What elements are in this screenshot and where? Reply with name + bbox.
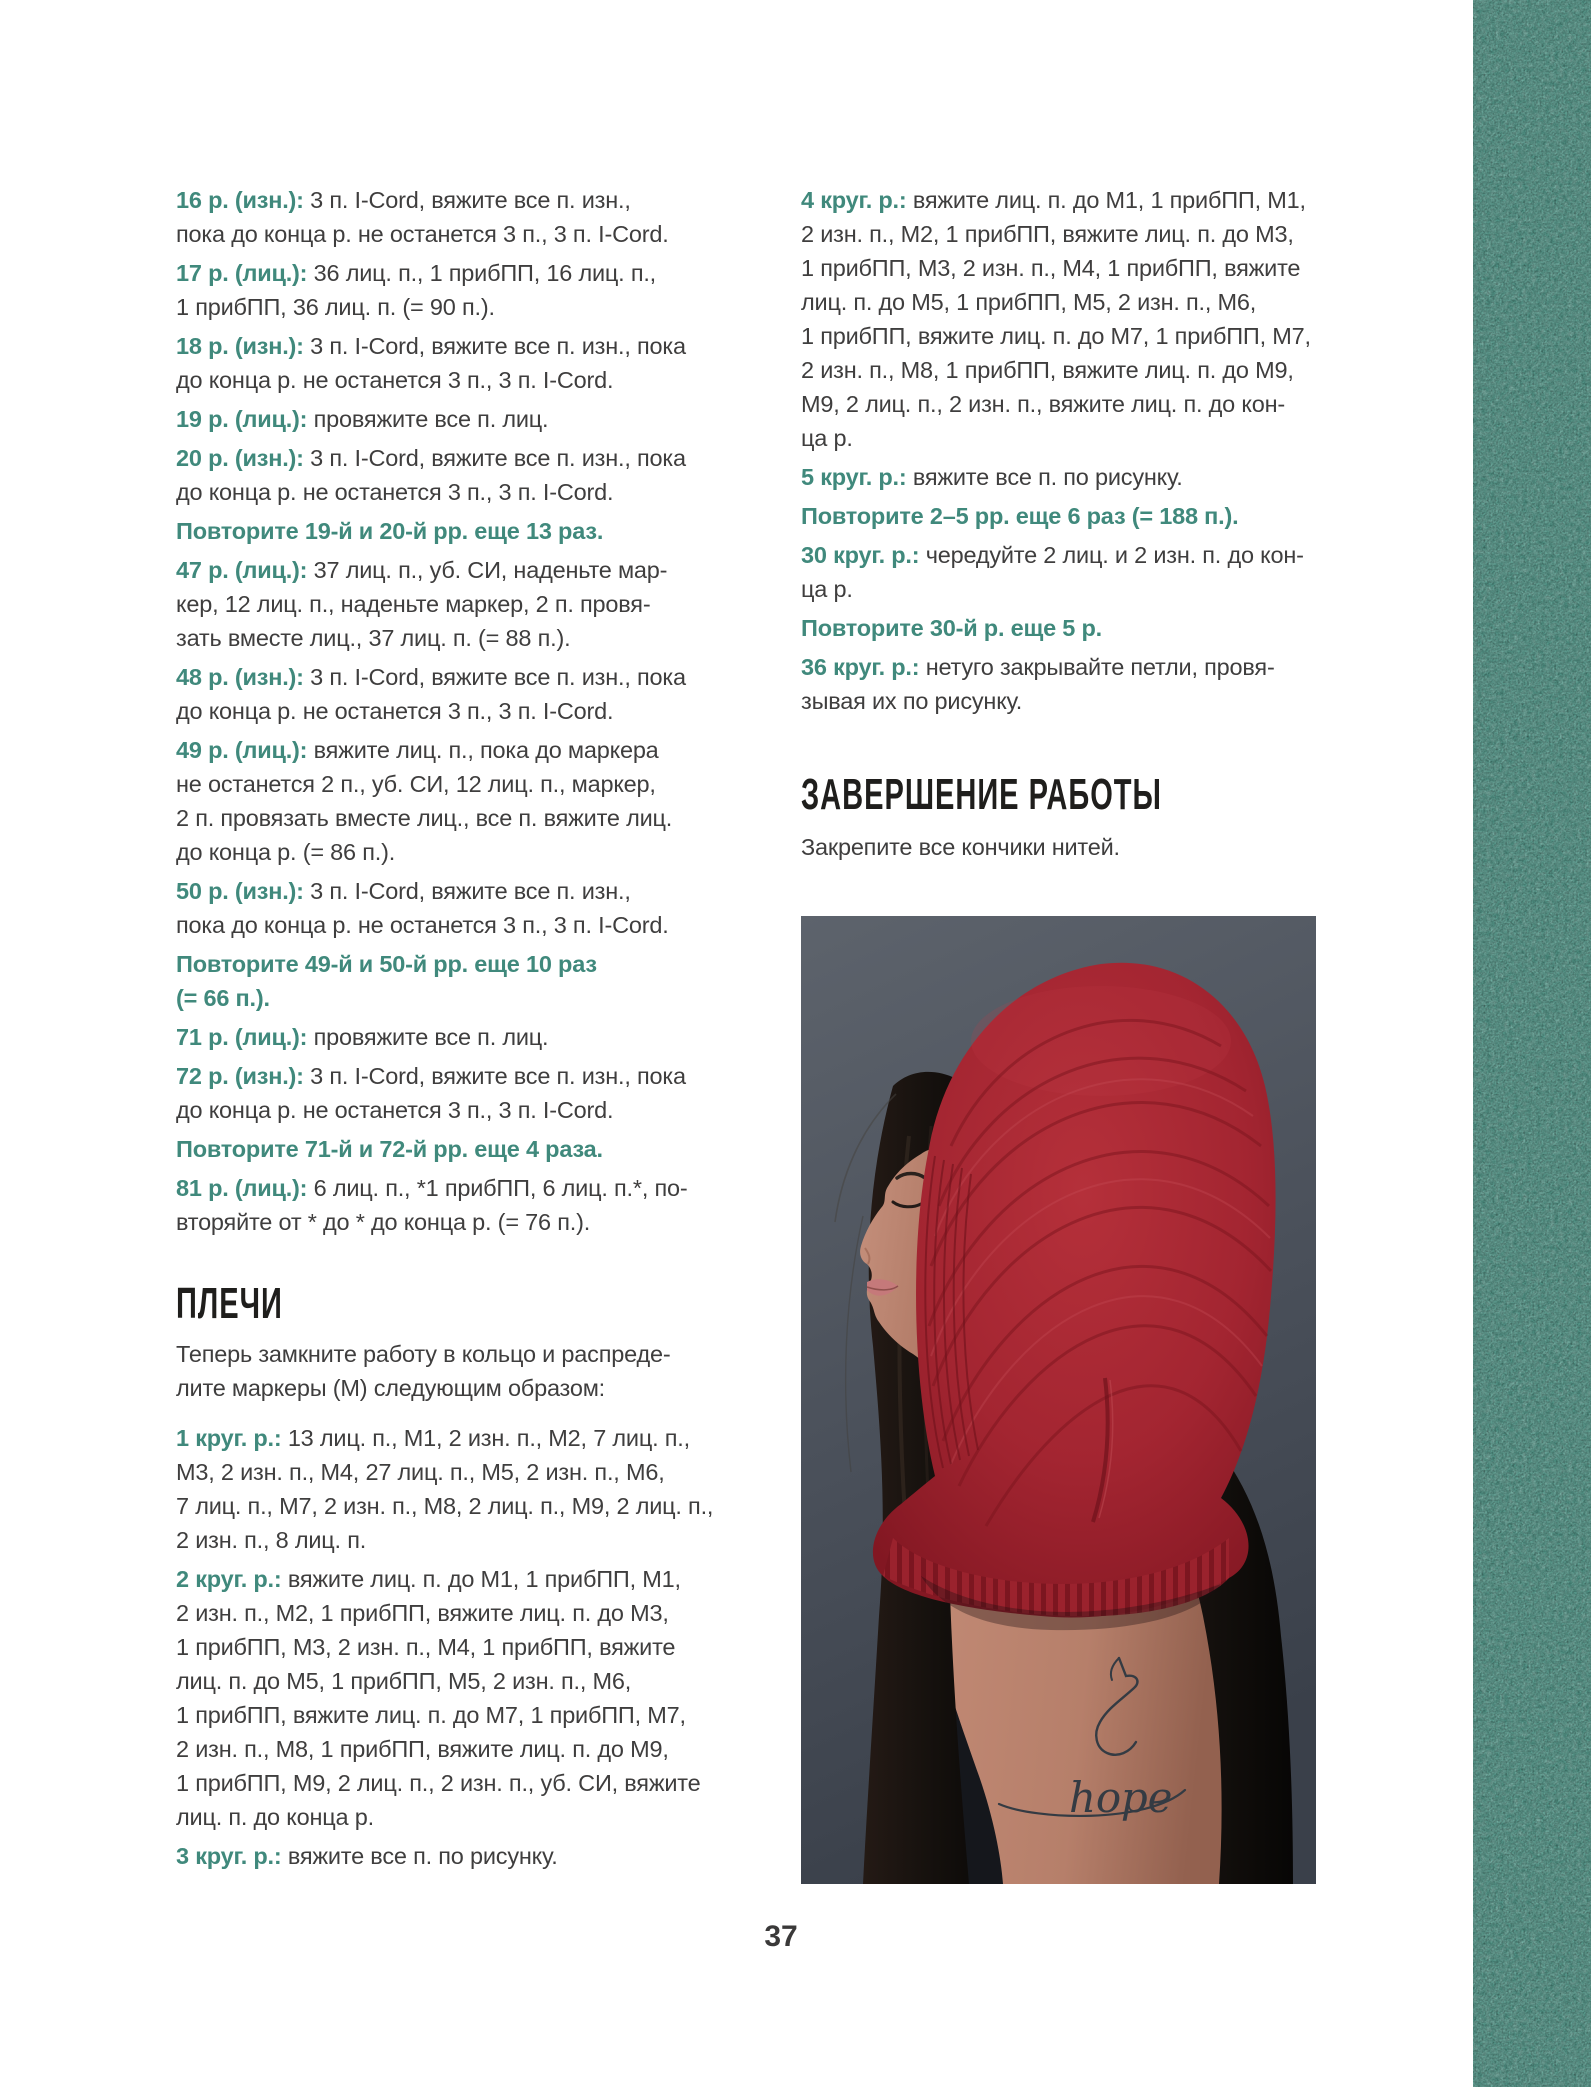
instruction-line: 1 прибПП, вяжите лиц. п. до М7, 1 прибПП, М7,	[801, 323, 1311, 349]
step-label: 30 круг. р.:	[801, 542, 926, 568]
instruction-line: кер, 12 лиц. п., наденьте маркер, 2 п. провя-	[176, 591, 651, 617]
instruction-step	[176, 1171, 736, 1239]
instruction-line: до конца р. не останется 3 п., 3 п. I-Cord.	[176, 479, 614, 505]
step-label: 2 круг. р.:	[176, 1566, 288, 1592]
instruction-line: не останется 2 п., уб. СИ, 12 лиц. п., маркер,	[176, 771, 656, 797]
repeat-note	[176, 514, 736, 548]
instruction-step	[176, 660, 736, 728]
instruction-line: 18 р. (изн.): 3 п. I-Cord, вяжите все п. изн., пока	[176, 333, 686, 359]
instruction-line: Повторите 30-й р. еще 5 р.	[801, 615, 1102, 641]
instruction-line: 2 круг. р.: вяжите лиц. п. до М1, 1 прибПП, М1,	[176, 1566, 681, 1592]
step-label: 71 р. (лиц.):	[176, 1024, 314, 1050]
instruction-line: (= 66 п.).	[176, 985, 270, 1011]
instruction-line: 7 лиц. п., М7, 2 изн. п., М8, 2 лиц. п., М9, 2 лиц. п.,	[176, 1493, 714, 1519]
step-label: 1 круг. р.:	[176, 1425, 288, 1451]
instruction-line: 2 п. провязать вместе лиц., все п. вяжите лиц.	[176, 805, 673, 831]
instruction-step	[176, 329, 736, 397]
instruction-step	[176, 1839, 736, 1873]
instruction-line: М3, 2 изн. п., М4, 27 лиц. п., М5, 2 изн. п., М6,	[176, 1459, 665, 1485]
instruction-step	[176, 1059, 736, 1127]
section-heading-text: ПЛЕЧИ	[176, 1279, 283, 1328]
instruction-step	[801, 460, 1316, 494]
step-label: 20 р. (изн.):	[176, 445, 311, 471]
instruction-line: пока до конца р. не останется 3 п., 3 п. I-Cord.	[176, 221, 669, 247]
step-label: 4 круг. р.:	[801, 187, 913, 213]
step-label: 3 круг. р.:	[176, 1843, 288, 1869]
step-label: 50 р. (изн.):	[176, 878, 311, 904]
instruction-step	[176, 1562, 736, 1834]
step-label: 36 круг. р.:	[801, 654, 926, 680]
instruction-line: 20 р. (изн.): 3 п. I-Cord, вяжите все п. изн., пока	[176, 445, 686, 471]
instruction-line: лиц. п. до М5, 1 прибПП, М5, 2 изн. п., М6,	[801, 289, 1257, 315]
instruction-line: 1 прибПП, вяжите лиц. п. до М7, 1 прибПП, М7,	[176, 1702, 686, 1728]
instruction-line: 16 р. (изн.): 3 п. I-Cord, вяжите все п. изн.,	[176, 187, 631, 213]
intro-paragraph	[801, 830, 1316, 864]
instructions-column-left	[176, 183, 736, 1878]
page-edge-stripe	[1473, 0, 1591, 2087]
instruction-line: 1 прибПП, М9, 2 лиц. п., 2 изн. п., уб. СИ, вяжите	[176, 1770, 701, 1796]
instruction-line: 30 круг. р.: чередуйте 2 лиц. и 2 изн. п. до кон-	[801, 542, 1304, 568]
step-label: 5 круг. р.:	[801, 464, 913, 490]
repeat-note	[801, 499, 1316, 533]
instruction-line: 2 изн. п., 8 лиц. п.	[176, 1527, 367, 1553]
instruction-line: пока до конца р. не останется 3 п., 3 п. I-Cord.	[176, 912, 669, 938]
instruction-line: 81 р. (лиц.): 6 лиц. п., *1 прибПП, 6 лиц. п.*, по-	[176, 1175, 688, 1201]
instruction-line: 17 р. (лиц.): 36 лиц. п., 1 прибПП, 16 лиц. п.,	[176, 260, 657, 286]
instruction-line: Теперь замкните работу в кольцо и распреде-	[176, 1341, 671, 1367]
section-heading	[176, 1281, 736, 1327]
instruction-line: Повторите 49-й и 50-й рр. еще 10 раз	[176, 951, 597, 977]
instruction-line: до конца р. не останется 3 п., 3 п. I-Cord.	[176, 698, 614, 724]
instruction-line: 1 прибПП, 36 лиц. п. (= 90 п.).	[176, 294, 495, 320]
step-label: 49 р. (лиц.):	[176, 737, 314, 763]
instruction-line: лиц. п. до конца р.	[176, 1804, 374, 1830]
section-heading-text: ЗАВЕРШЕНИЕ РАБОТЫ	[801, 770, 1162, 819]
instruction-line: до конца р. не останется 3 п., 3 п. I-Cord.	[176, 367, 614, 393]
instruction-line: лите маркеры (М) следующим образом:	[176, 1375, 606, 1401]
step-label: 19 р. (лиц.):	[176, 406, 314, 432]
instruction-line: 1 прибПП, М3, 2 изн. п., М4, 1 прибПП, вяжите	[176, 1634, 676, 1660]
instruction-step	[176, 183, 736, 251]
hood-highlight	[971, 986, 1231, 1096]
model-photo-illustration	[801, 916, 1316, 1884]
instruction-line: до конца р. не останется 3 п., 3 п. I-Cord.	[176, 1097, 614, 1123]
instruction-line: 2 изн. п., М8, 1 прибПП, вяжите лиц. п. до М9,	[176, 1736, 669, 1762]
instruction-line: 3 круг. р.: вяжите все п. по рисунку.	[176, 1843, 558, 1869]
instruction-line: 47 р. (лиц.): 37 лиц. п., уб. СИ, наденьте мар-	[176, 557, 668, 583]
step-label: 47 р. (лиц.):	[176, 557, 314, 583]
instruction-step	[176, 402, 736, 436]
step-label: 72 р. (изн.):	[176, 1063, 311, 1089]
instruction-line: зать вместе лиц., 37 лиц. п. (= 88 п.).	[176, 625, 571, 651]
instruction-line: 72 р. (изн.): 3 п. I-Cord, вяжите все п. изн., пока	[176, 1063, 686, 1089]
step-label: 17 р. (лиц.):	[176, 260, 314, 286]
step-label: 18 р. (изн.):	[176, 333, 311, 359]
instruction-line: 2 изн. п., М2, 1 прибПП, вяжите лиц. п. до М3,	[176, 1600, 669, 1626]
instructions-column-right	[801, 183, 1316, 1884]
instruction-step	[176, 1020, 736, 1054]
instruction-step	[176, 256, 736, 324]
instruction-line: Повторите 71-й и 72-й рр. еще 4 раза.	[176, 1136, 603, 1162]
instruction-step	[176, 553, 736, 655]
instruction-line: 71 р. (лиц.): провяжите все п. лиц.	[176, 1024, 549, 1050]
section-heading	[801, 772, 1316, 818]
instruction-line: Закрепите все кончики нитей.	[801, 834, 1120, 860]
instruction-line: 2 изн. п., М8, 1 прибПП, вяжите лиц. п. до М9,	[801, 357, 1294, 383]
instruction-line: 1 прибПП, М3, 2 изн. п., М4, 1 прибПП, вяжите	[801, 255, 1301, 281]
page-number: 37	[764, 1920, 798, 1953]
instruction-line: Повторите 2–5 рр. еще 6 раз (= 188 п.).	[801, 503, 1239, 529]
instruction-line: ца р.	[801, 576, 853, 602]
instruction-line: до конца р. (= 86 п.).	[176, 839, 396, 865]
instruction-line: 2 изн. п., М2, 1 прибПП, вяжите лиц. п. до М3,	[801, 221, 1294, 247]
instruction-line: зывая их по рисунку.	[801, 688, 1023, 714]
instruction-step	[176, 733, 736, 869]
repeat-note	[176, 947, 736, 1015]
instruction-line: 49 р. (лиц.): вяжите лиц. п., пока до маркера	[176, 737, 659, 763]
repeat-note	[801, 611, 1316, 645]
instruction-line: 5 круг. р.: вяжите все п. по рисунку.	[801, 464, 1183, 490]
instruction-line: М9, 2 лиц. п., 2 изн. п., вяжите лиц. п. до кон-	[801, 391, 1285, 417]
instruction-step	[176, 874, 736, 942]
instruction-line: ца р.	[801, 425, 853, 451]
instruction-step	[176, 441, 736, 509]
instruction-line: вторяйте от * до * до конца р. (= 76 п.).	[176, 1209, 591, 1235]
step-label: 16 р. (изн.):	[176, 187, 311, 213]
repeat-note	[176, 1132, 736, 1166]
instruction-line: 50 р. (изн.): 3 п. I-Cord, вяжите все п. изн.,	[176, 878, 631, 904]
instruction-line: 19 р. (лиц.): провяжите все п. лиц.	[176, 406, 549, 432]
instruction-step	[801, 538, 1316, 606]
instruction-line: 4 круг. р.: вяжите лиц. п. до М1, 1 прибПП, М1,	[801, 187, 1306, 213]
instruction-line: 1 круг. р.: 13 лиц. п., М1, 2 изн. п., М2, 7 лиц. п.,	[176, 1425, 690, 1451]
intro-paragraph	[176, 1337, 736, 1405]
instruction-step	[176, 1421, 736, 1557]
model-photo	[801, 916, 1316, 1884]
instructions-right-items	[801, 183, 1316, 864]
stripe-texture	[1473, 0, 1591, 2087]
instruction-line: 36 круг. р.: нетуго закрывайте петли, провя-	[801, 654, 1275, 680]
instruction-line: 48 р. (изн.): 3 п. I-Cord, вяжите все п. изн., пока	[176, 664, 686, 690]
instruction-step	[801, 650, 1316, 718]
instruction-step	[801, 183, 1316, 455]
step-label: 81 р. (лиц.):	[176, 1175, 314, 1201]
instruction-line: Повторите 19-й и 20-й рр. еще 13 раз.	[176, 518, 604, 544]
step-label: 48 р. (изн.):	[176, 664, 311, 690]
tattoo-word: hope	[1069, 1773, 1173, 1822]
instruction-line: лиц. п. до М5, 1 прибПП, М5, 2 изн. п., М6,	[176, 1668, 632, 1694]
